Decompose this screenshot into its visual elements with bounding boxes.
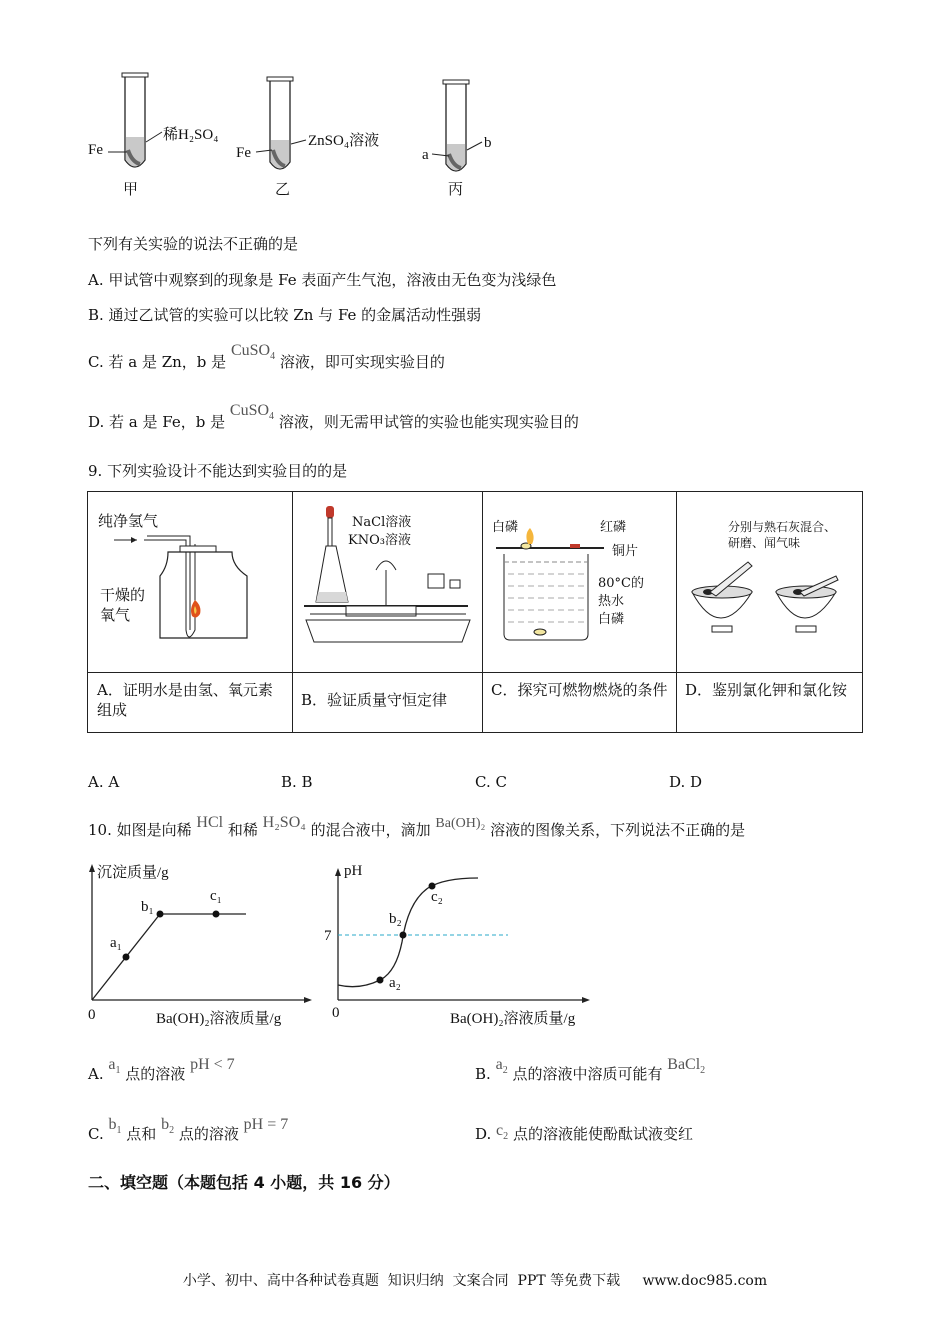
graph2-origin: 0	[332, 1005, 340, 1021]
q8-option-d-post: 溶液，则无需甲试管的实验也能实现实验目的	[278, 413, 579, 431]
tube-jia-acid-label: 稀H₂SO₄	[163, 127, 219, 143]
point-c1	[213, 911, 220, 918]
ph-curve	[338, 878, 478, 987]
q10-d-symbol: c	[496, 1122, 504, 1139]
graph1-xlabel: Ba(OH)₂溶液质量/g	[156, 1011, 282, 1027]
q9-c-label-red-phosphorus: 红磷	[600, 520, 627, 535]
tube-bing	[432, 80, 482, 171]
section-2-heading: 二、填空题（本题包括 4 小题，共 16 分）	[88, 1173, 400, 1192]
q10-c-sub-1: 1	[116, 1125, 122, 1136]
q8-stem: 下列有关实验的说法不正确的是	[88, 235, 299, 253]
q10-c-symbol-2: b	[161, 1116, 170, 1133]
q10-c-symbol-1: b	[108, 1116, 117, 1133]
q10-a-prefix: A.	[88, 1065, 104, 1083]
q9-c-label-temp: 80°C的	[598, 576, 644, 591]
q10-stem-pre: 10. 如图是向稀	[88, 821, 192, 839]
white-phosphorus-flame-icon	[526, 528, 533, 544]
tube-bing-caption: 丙	[448, 182, 464, 198]
q9-b-label-kno3: KNO₃溶液	[348, 533, 411, 548]
q10-h2so4: H₂SO₄	[262, 814, 306, 831]
q9-option-c: C. C	[475, 773, 507, 791]
q10-b-prefix: B.	[475, 1065, 491, 1083]
graph2-seven: 7	[324, 928, 332, 944]
graph2-label-c2: c₂	[431, 889, 443, 905]
tube-bing-b-label: b	[484, 135, 492, 151]
q10-a-symbol: a	[108, 1056, 116, 1073]
q10-d-text: 点的溶液能使酚酞试液变红	[512, 1125, 693, 1143]
q10-a-text: 点的溶液	[125, 1065, 186, 1083]
q10-c-text: 点的溶液	[178, 1125, 239, 1143]
tube-yi	[256, 77, 306, 169]
q10-c-formula: pH = 7	[243, 1116, 289, 1133]
q9-cell-b: B．验证质量守恒定律	[301, 691, 448, 709]
q9-table	[87, 491, 863, 733]
q8-option-c-formula: CuSO	[230, 342, 271, 359]
page-footer: 小学、初中、高中各种试卷真题 知识归纳 文案合同 PPT 等免费下载 www.doc985.com	[182, 1273, 768, 1289]
graph1-label-a1: a₁	[110, 935, 122, 951]
q8-option-a: A. 甲试管中观察到的现象是 Fe 表面产生气泡，溶液由无色变为浅绿色	[88, 271, 557, 289]
tube-jia-caption: 甲	[123, 182, 139, 198]
q10-c-sub-2: 2	[169, 1125, 175, 1136]
point-b1	[157, 911, 164, 918]
tube-jia-fe-label: Fe	[88, 142, 103, 158]
q9-b-label-nacl: NaCl溶液	[352, 515, 412, 530]
graph1-label-c1: c₁	[210, 888, 222, 904]
tube-bing-a-label: a	[422, 147, 429, 163]
q10-d-sub: 2	[503, 1131, 509, 1142]
q8-option-d	[88, 402, 579, 439]
q8-option-d-sub: 4	[269, 411, 275, 422]
tube-yi-fe-label: Fe	[236, 145, 251, 161]
q10-stem-mix: 的混合液中，滴加	[310, 821, 431, 839]
q9-cell-a: A．证明水是由氢、氧元素组成	[97, 681, 273, 719]
point-a1	[123, 954, 130, 961]
q10-b-sub: 2	[502, 1065, 508, 1076]
q8-option-c-pre: C. 若 a 是 Zn，b 是	[88, 353, 227, 371]
q10-b-text: 点的溶液中溶质可能有	[512, 1065, 663, 1083]
q8-option-b: B. 通过乙试管的实验可以比较 Zn 与 Fe 的金属活动性强弱	[88, 306, 482, 324]
q10-d-prefix: D.	[475, 1125, 492, 1143]
q10-c-prefix: C.	[88, 1125, 104, 1143]
q9-stem: 9. 下列实验设计不能达到实验目的的是	[88, 462, 348, 480]
q8-option-c	[88, 342, 445, 379]
graph1-label-b1: b₁	[141, 899, 154, 915]
q10-baoh2: Ba(OH)₂	[435, 816, 486, 831]
q9-a-label-dry: 干燥的	[100, 588, 146, 604]
q10-b-formula-sub: 2	[700, 1065, 706, 1076]
q9-c-label-white-phosphorus-2: 白磷	[598, 612, 625, 627]
q10-option-c	[88, 1116, 289, 1151]
q10-stem-and: 和稀	[227, 821, 258, 839]
q9-option-a: A. A	[88, 773, 120, 791]
q9-d-label-2: 研磨、闻气味	[728, 536, 801, 550]
q9-cell-d: D．鉴别氯化钾和氯化铵	[685, 681, 848, 699]
q9-c-label-copper: 铜片	[612, 544, 639, 559]
q9-cell-c: C．探究可燃物燃烧的条件	[491, 681, 668, 699]
q9-c-label-hot-water: 热水	[598, 594, 625, 609]
q10-b-symbol: a	[495, 1056, 503, 1073]
graph2-label-b2: b₂	[389, 911, 402, 927]
q8-option-d-pre: D. 若 a 是 Fe，b 是	[88, 413, 226, 431]
q10-option-a	[88, 1056, 235, 1091]
tube-yi-solution-label: ZnSO₄溶液	[308, 133, 380, 149]
q9-d-label-1: 分别与熟石灰混合、	[728, 520, 837, 534]
q10-b-formula: BaCl	[667, 1056, 701, 1073]
graph1-ylabel: 沉淀质量/g	[97, 865, 169, 881]
graph2-label-a2: a₂	[389, 975, 401, 991]
q8-option-d-formula: CuSO	[229, 402, 270, 419]
point-a2	[377, 977, 384, 984]
q9-c-label-white-phosphorus: 白磷	[492, 520, 519, 535]
graph2-xlabel: Ba(OH)₂溶液质量/g	[450, 1011, 576, 1027]
q10-option-b	[475, 1056, 706, 1091]
tube-yi-caption: 乙	[275, 182, 291, 198]
q9-a-label-hydrogen: 纯净氢气	[98, 514, 159, 530]
q10-stem	[88, 814, 746, 842]
q8-option-c-sub: 4	[270, 351, 276, 362]
graph2-ylabel: pH	[344, 863, 363, 879]
point-b2	[400, 932, 407, 939]
q9-option-b: B. B	[281, 773, 313, 791]
tube-jia	[108, 73, 162, 167]
q10-hcl: HCl	[196, 814, 224, 831]
q8-option-c-post: 溶液，即可实现实验目的	[279, 353, 445, 371]
q10-stem-post: 溶液的图像关系，下列说法不正确的是	[490, 821, 746, 839]
precipitate-curve	[92, 914, 246, 1000]
q10-option-d	[475, 1124, 693, 1151]
graph1-origin: 0	[88, 1007, 96, 1023]
q9-a-label-oxygen: 氧气	[100, 608, 131, 624]
q10-c-and: 点和	[126, 1125, 157, 1143]
q10-a-sub: 1	[115, 1065, 121, 1076]
q10-a-formula: pH < 7	[190, 1056, 235, 1073]
q9-option-d: D. D	[669, 773, 703, 791]
